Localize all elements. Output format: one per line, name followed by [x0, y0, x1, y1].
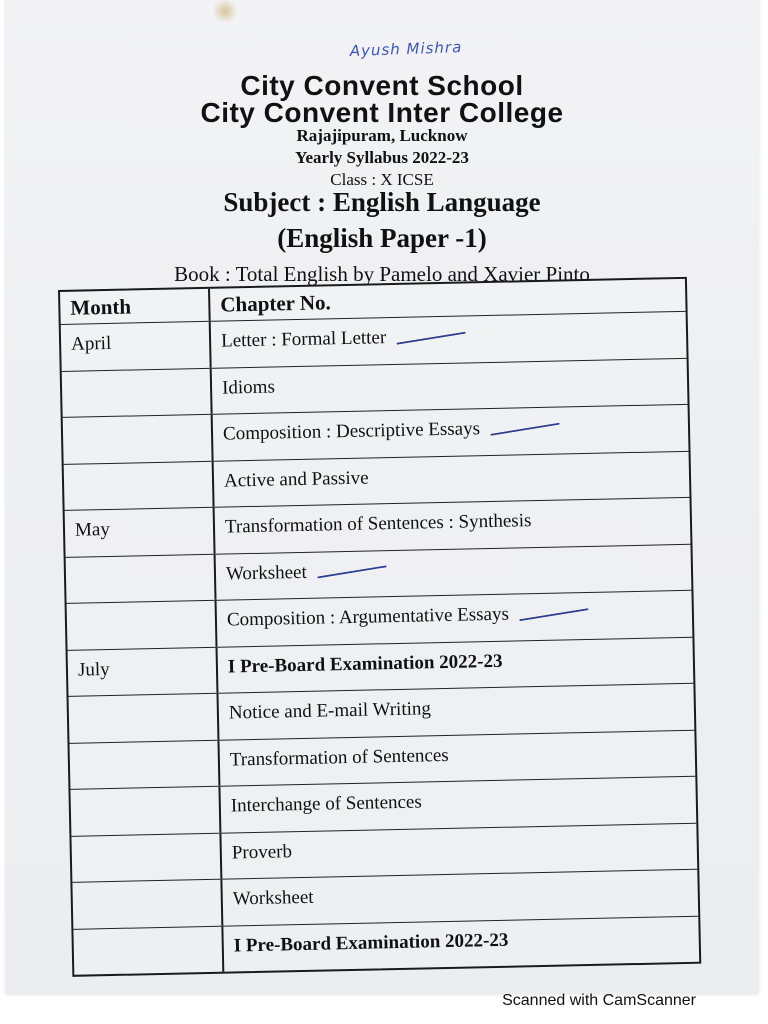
chapter-text: Transformation of Sentences [229, 744, 449, 771]
school-name: City Convent School [240, 70, 524, 101]
month-cell [69, 740, 220, 789]
chapter-text: Worksheet [232, 886, 314, 910]
month-cell [72, 880, 223, 929]
month-cell: May [65, 508, 216, 557]
month-cell [62, 368, 213, 417]
chapter-text: I Pre-Board Examination 2022-23 [227, 650, 503, 678]
chapter-cell [223, 916, 699, 971]
month-cell [63, 415, 214, 464]
month-cell [67, 601, 218, 650]
chapter-text: I Pre-Board Examination 2022-23 [233, 929, 509, 956]
chapter-text: Worksheet [225, 561, 307, 585]
pen-tick-icon [397, 331, 466, 344]
chapter-text: Interchange of Sentences [230, 791, 422, 817]
month-cell [71, 833, 222, 882]
pen-tick-icon [519, 608, 588, 621]
month-cell: July [68, 647, 219, 696]
chapter-header: Chapter No. [220, 290, 332, 317]
college-name: City Convent Inter College [200, 97, 564, 128]
pen-tick-icon [490, 422, 559, 435]
month-header: Month [60, 289, 211, 324]
chapter-text: Composition : Descriptive Essays [222, 418, 481, 445]
pen-tick-icon [317, 565, 386, 578]
chapter-text: Letter : Formal Letter [220, 327, 387, 352]
book-line: Book : Total English by Pamelo and Xavier Pinto [174, 262, 590, 286]
month-cell [70, 787, 221, 836]
chapter-text: Idioms [221, 375, 276, 399]
handwritten-signature: Ayush Mishra [349, 38, 463, 60]
scanner-watermark: Scanned with CamScanner [502, 992, 696, 1009]
class-label: Class : X ICSE [330, 170, 434, 189]
month-cell [73, 926, 224, 975]
subject-title: Subject : English Language [223, 187, 541, 217]
chapter-text: Active and Passive [223, 467, 369, 492]
month-cell: April [61, 322, 212, 371]
month-cell [66, 554, 217, 603]
location: Rajajipuram, Lucknow [296, 126, 468, 145]
chapter-text: Proverb [231, 840, 293, 863]
chapter-text: Transformation of Sentences : Synthesis [224, 510, 532, 538]
month-cell [64, 461, 215, 510]
chapter-text: Notice and E-mail Writing [228, 698, 432, 724]
chapter-text: Composition : Argumentative Essays [226, 603, 510, 631]
syllabus-table [58, 277, 701, 977]
scanned-page [6, 0, 758, 994]
stain-mark [211, 0, 239, 22]
paper-title: (English Paper -1) [277, 223, 487, 253]
month-cell [69, 694, 220, 743]
syllabus-title: Yearly Syllabus 2022-23 [295, 148, 469, 167]
